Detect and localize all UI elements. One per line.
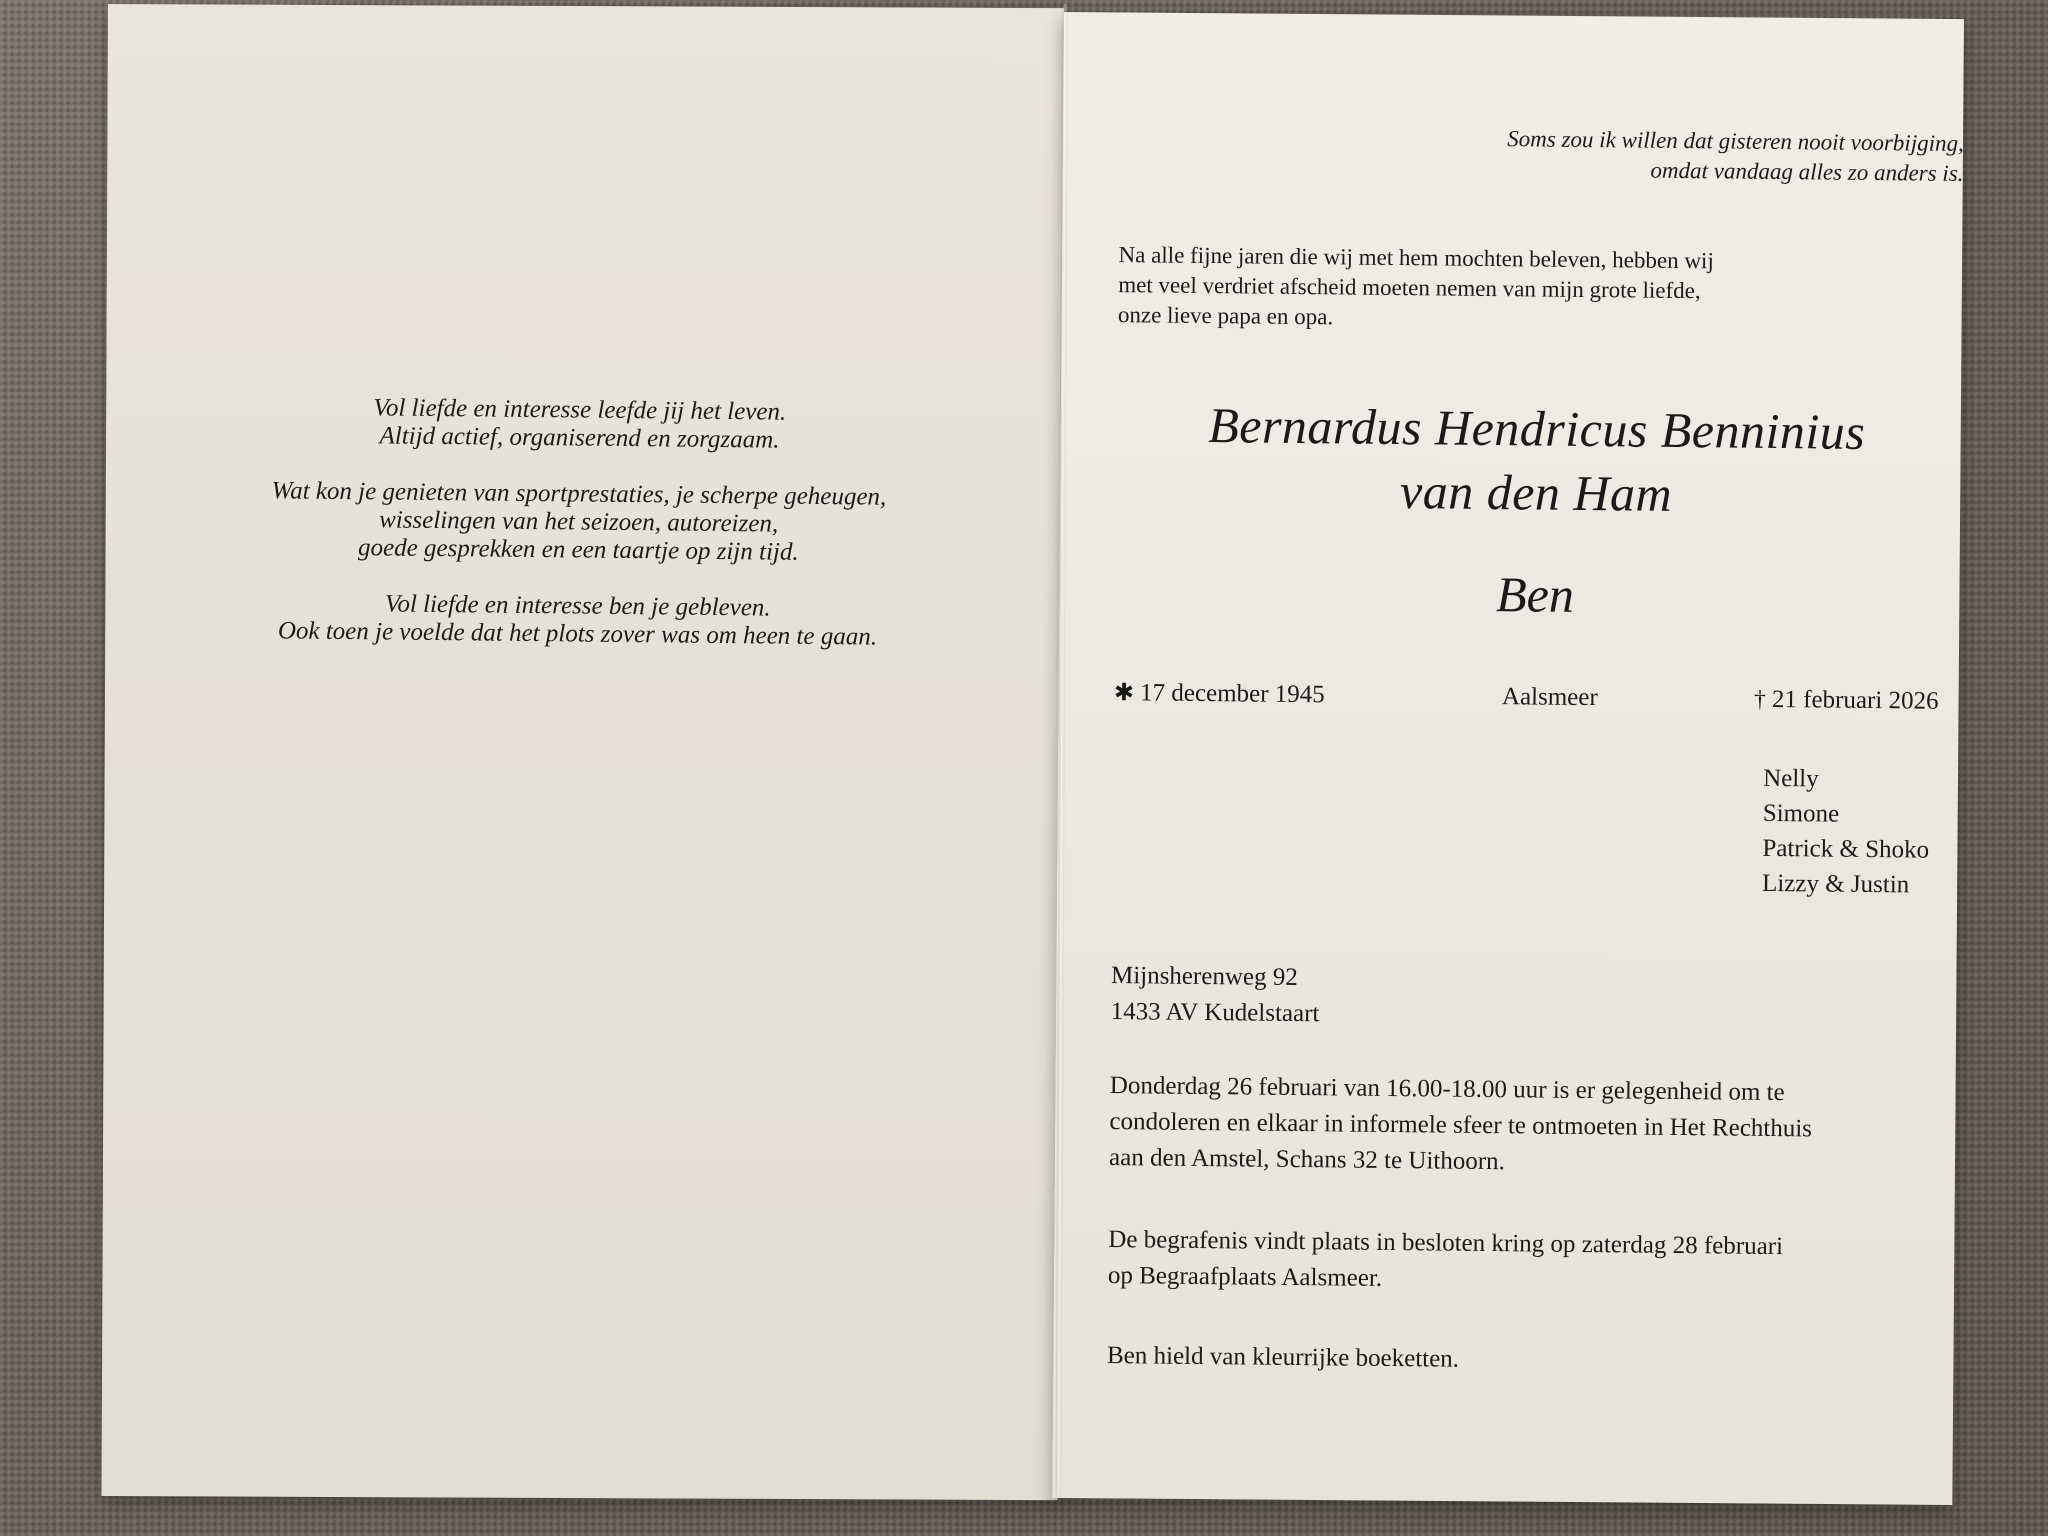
address-street: Mijnsherenweg 92 bbox=[1110, 962, 1298, 992]
quote-line: omdat vandaag alles zo anders is. bbox=[1650, 157, 1964, 186]
funeral-info bbox=[1108, 1222, 1783, 1301]
birth-info bbox=[1114, 678, 1325, 710]
quote-line: Soms zou ik willen dat gisteren nooit voorbijging, bbox=[1507, 126, 1964, 156]
family-member: Simone bbox=[1762, 799, 1840, 828]
poem-line: Altijd actief, organiserend en zorgzaam. bbox=[379, 422, 780, 454]
poem-line: Ook toen je voelde dat het plots zover was om heen te gaan. bbox=[277, 617, 878, 651]
flowers-note bbox=[1107, 1338, 1459, 1378]
birth-date: 17 december 1945 bbox=[1139, 679, 1325, 709]
deceased-nickname: Ben bbox=[1495, 566, 1575, 623]
address-postal-city: 1433 AV Kudelstaart bbox=[1110, 998, 1320, 1028]
name-line: Bernardus Hendricus Benninius bbox=[1208, 397, 1866, 460]
intro-line: Na alle fijne jaren die wij met hem mochten beleven, hebben wij bbox=[1118, 242, 1714, 274]
death-cross-icon: † bbox=[1753, 686, 1767, 713]
family-member: Lizzy & Justin bbox=[1761, 869, 1910, 899]
poem-line: Vol liefde en interesse leefde jij het leven. bbox=[373, 394, 787, 426]
poem-stanza-2 bbox=[148, 476, 1009, 569]
birth-star-icon: ✱ bbox=[1113, 680, 1135, 707]
left-card-page bbox=[101, 4, 1064, 1500]
address bbox=[1110, 958, 1320, 1032]
family-member: Nelly bbox=[1763, 764, 1819, 793]
funeral-line: De begrafenis vindt plaats in besloten kring op zaterdag 28 februari bbox=[1108, 1226, 1784, 1261]
condolence-info bbox=[1109, 1068, 1813, 1183]
place: Aalsmeer bbox=[1501, 683, 1598, 712]
death-date: 21 februari 2026 bbox=[1771, 685, 1939, 715]
family-member: Patrick & Shoko bbox=[1762, 834, 1930, 864]
poem-stanza-3 bbox=[147, 588, 1008, 653]
death-info bbox=[1754, 685, 1939, 717]
poem-line: goede gesprekken en een taartje op zijn tijd. bbox=[357, 534, 799, 566]
intro-text bbox=[1118, 240, 1714, 336]
condolence-line: Donderdag 26 februari van 16.00-18.00 uur is er gelegenheid om te bbox=[1109, 1072, 1785, 1107]
poem-line: Wat kon je genieten van sportprestaties, je scherpe geheugen, bbox=[271, 477, 887, 511]
condolence-line: aan den Amstel, Schans 32 te Uithoorn. bbox=[1108, 1144, 1506, 1176]
intro-line: onze lieve papa en opa. bbox=[1117, 302, 1334, 330]
deceased-full-name bbox=[1106, 392, 1967, 529]
funeral-line: op Begraafplaats Aalsmeer. bbox=[1107, 1262, 1383, 1292]
poem-stanza-1 bbox=[149, 392, 1010, 457]
family-list bbox=[1762, 761, 1930, 903]
opening-quote bbox=[1507, 124, 1964, 189]
flowers-line: Ben hield van kleurrijke boeketten. bbox=[1106, 1342, 1460, 1373]
name-line: van den Ham bbox=[1399, 463, 1673, 522]
intro-line: met veel verdriet afscheid moeten nemen van mijn grote liefde, bbox=[1118, 272, 1701, 304]
poem-line: wisselingen van het seizoen, autoreizen, bbox=[379, 506, 779, 538]
poem-line: Vol liefde en interesse ben je gebleven. bbox=[384, 590, 771, 622]
condolence-line: condoleren en elkaar in informele sfeer te ontmoeten in Het Rechthuis bbox=[1109, 1108, 1813, 1143]
poem bbox=[147, 392, 1010, 681]
